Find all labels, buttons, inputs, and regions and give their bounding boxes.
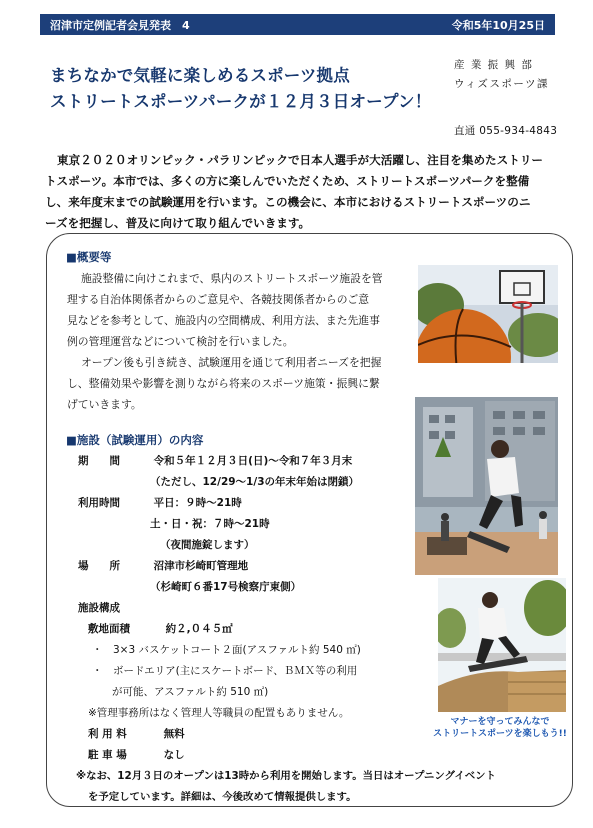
department-section: ウィズスポーツ課 [454, 78, 549, 90]
overview-paragraph-2 [67, 352, 417, 415]
area-value: 約２,０４５㎡ [165, 623, 233, 635]
photo-caption [430, 716, 570, 740]
hours-label: 利用時間 [78, 497, 120, 509]
place-label: 場 所 [78, 560, 120, 572]
hours-note: （夜間施錠します） [160, 539, 255, 551]
department-phone: 直通 055-934-4843 [454, 125, 558, 137]
overview-line: し、整備効果や影響を測りながら将来のスポーツ施策・振興に繋 [67, 377, 380, 390]
place-value: 沼津市杉崎町管理地 [153, 560, 249, 572]
opening-note-1: ※なお、12月３日のオープンは13時から利用を開始します。当日はオープニングイベント [76, 770, 496, 782]
board-item-1: ・ ボードエリア(主にスケートボード、ＢＭＸ等の利用 [92, 665, 358, 677]
overview-heading: ■概要等 [66, 250, 112, 264]
hours-row [78, 493, 242, 514]
caption-line-1: マナーを守ってみんなで [450, 717, 550, 727]
fee-value: 無料 [163, 728, 185, 740]
skateboarder-photo [415, 397, 558, 575]
overview-line: 施設整備に向けこれまで、県内のストリートスポーツ施設を管 [81, 272, 383, 285]
header-date: 令和5年10月25日 [451, 18, 545, 32]
lead-paragraph [45, 150, 555, 234]
opening-note-2: を予定しています。詳細は、今後改めて情報提供します。 [88, 791, 357, 803]
fee-row [88, 724, 185, 745]
title-line-2: ストリートスポーツパークが１２月３日オープン！ [50, 92, 432, 111]
overview-line: 理する自治体関係者からのご意見や、各競技関係者からのご意 [67, 293, 370, 306]
header-left: 沼津市定例記者会見発表 4 [50, 18, 190, 32]
office-note: ※管理事務所はなく管理人等職員の配置もありません。 [88, 707, 350, 719]
place-note: （杉崎町６番17号検察庁東側） [150, 581, 302, 593]
hours-weekday: 平日：９時～21時 [153, 497, 242, 509]
structure-label: 施設構成 [78, 602, 120, 614]
period-label: 期 間 [78, 455, 120, 467]
basketball-photo [418, 265, 558, 363]
board-item-2: が可能、アスファルト約 510 ㎡) [112, 686, 269, 698]
overview-paragraph-1 [67, 268, 417, 352]
hours-weekend: 土・日・祝：７時～21時 [150, 518, 270, 530]
overview-line: 例の管理運営などについて検討を行いました。 [67, 335, 294, 348]
department-info [454, 56, 569, 141]
court-item: ・ 3×3 バスケットコート２面(アスファルト約 540 ㎡) [92, 644, 361, 656]
area-label: 敷地面積 [88, 623, 130, 635]
area-row [88, 619, 233, 640]
parking-row [88, 745, 185, 766]
period-note: （ただし、12/29～1/3の年末年始は閉鎖） [150, 476, 360, 488]
overview-line: 見などを参考として、施設内の空間構成、利用方法、また先進事 [67, 314, 380, 327]
period-row [78, 451, 352, 472]
lead-line: トスポーツ。本市では、多くの方に楽しんでいただくため、ストリートスポーツパークを整備 [45, 174, 530, 188]
period-value: 令和５年１２月３日(日)～令和７年３月末 [153, 455, 353, 467]
facility-heading: ■施設（試験運用）の内容 [66, 433, 204, 447]
parking-value: なし [163, 749, 185, 761]
overview-line: オープン後も引き続き、試験運用を通じて利用者ニーズを把握 [81, 356, 382, 369]
ramp-photo [438, 578, 566, 712]
page-title [50, 63, 450, 115]
title-line-1: まちなかで気軽に楽しめるスポーツ拠点 [50, 66, 350, 85]
department-name: 産 業 振 興 部 [454, 59, 534, 71]
parking-label: 駐 車 場 [88, 749, 127, 761]
fee-label: 利 用 料 [88, 728, 127, 740]
lead-line: し、来年度末までの試験運用を行います。この機会に、本市におけるストリートスポーツのニ [45, 195, 531, 209]
place-row [78, 556, 248, 577]
lead-line: ーズを把握し、普及に向けて取り組んでいきます。 [45, 216, 311, 230]
caption-line-2: ストリートスポーツを楽しもう!! [433, 729, 567, 739]
header-bar [40, 14, 555, 35]
lead-line: 東京２０２０オリンピック・パラリンピックで日本人選手が大活躍し、注目を集めたストリー [57, 153, 544, 167]
overview-line: げていきます。 [67, 398, 142, 411]
